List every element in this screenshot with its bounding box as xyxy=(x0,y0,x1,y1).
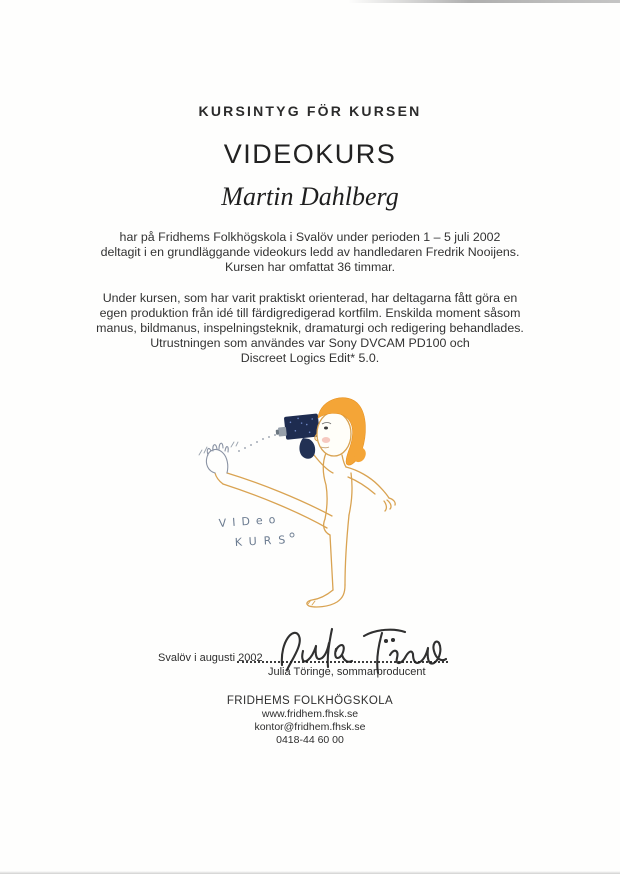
certificate-heading: KURSINTYG FÖR KURSEN xyxy=(198,103,422,119)
course-content-paragraph xyxy=(0,291,620,366)
camera-sight-dotted-line xyxy=(238,432,281,452)
place-date-label: Svalöv i augusti 2002 xyxy=(158,652,263,664)
figure-head-drawing xyxy=(315,398,366,465)
illustration-caption xyxy=(218,513,294,549)
signer-name-label: Julia Töringe, sommarproducent xyxy=(268,666,426,678)
raised-foot-drawing xyxy=(199,442,238,473)
school-website: www.fridhem.fhsk.se xyxy=(261,708,359,720)
course-illustration xyxy=(175,385,455,630)
course-title: VIDEOKURS xyxy=(223,139,397,169)
scan-artifact-top xyxy=(348,0,620,3)
video-camera-drawing xyxy=(274,413,320,458)
paragraph-line: Kursen har omfattat 36 timmar. xyxy=(224,260,396,275)
figure-drawing xyxy=(215,453,395,607)
school-name: FRIDHEMS FOLKHÖGSKOLA xyxy=(226,695,394,707)
footer xyxy=(0,694,620,746)
caption-line-1: VIDeo xyxy=(218,512,282,530)
caption-line-2: KURS xyxy=(234,532,293,549)
student-name: Martin Dahlberg xyxy=(221,182,399,211)
school-email: kontor@fridhem.fhsk.se xyxy=(254,720,366,733)
paragraph-line: deltagit i en grundläggande videokurs ledd av handledaren Fredrik Nooijens. xyxy=(100,245,520,260)
paragraph-line: Discreet Logics Edit* 5.0. xyxy=(240,351,380,366)
paragraph-line: egen produktion från idé till färdigredigerad kortfilm. Enskilda moment såsom xyxy=(99,306,521,321)
paragraph-line: manus, bildmanus, inspelningsteknik, dramaturgi och redigering behandlades. xyxy=(96,321,524,336)
course-description-paragraph xyxy=(0,230,620,275)
school-phone: 0418-44 60 00 xyxy=(276,733,344,746)
paragraph-line: Under kursen, som har varit praktiskt orienterad, har deltagarna fått göra en xyxy=(102,291,518,305)
paragraph-line: Utrustningen som användes var Sony DVCAM PD100 och xyxy=(150,336,470,351)
paragraph-line: har på Fridhems Folkhögskola i Svalöv under perioden 1 – 5 juli 2002 xyxy=(119,230,501,244)
